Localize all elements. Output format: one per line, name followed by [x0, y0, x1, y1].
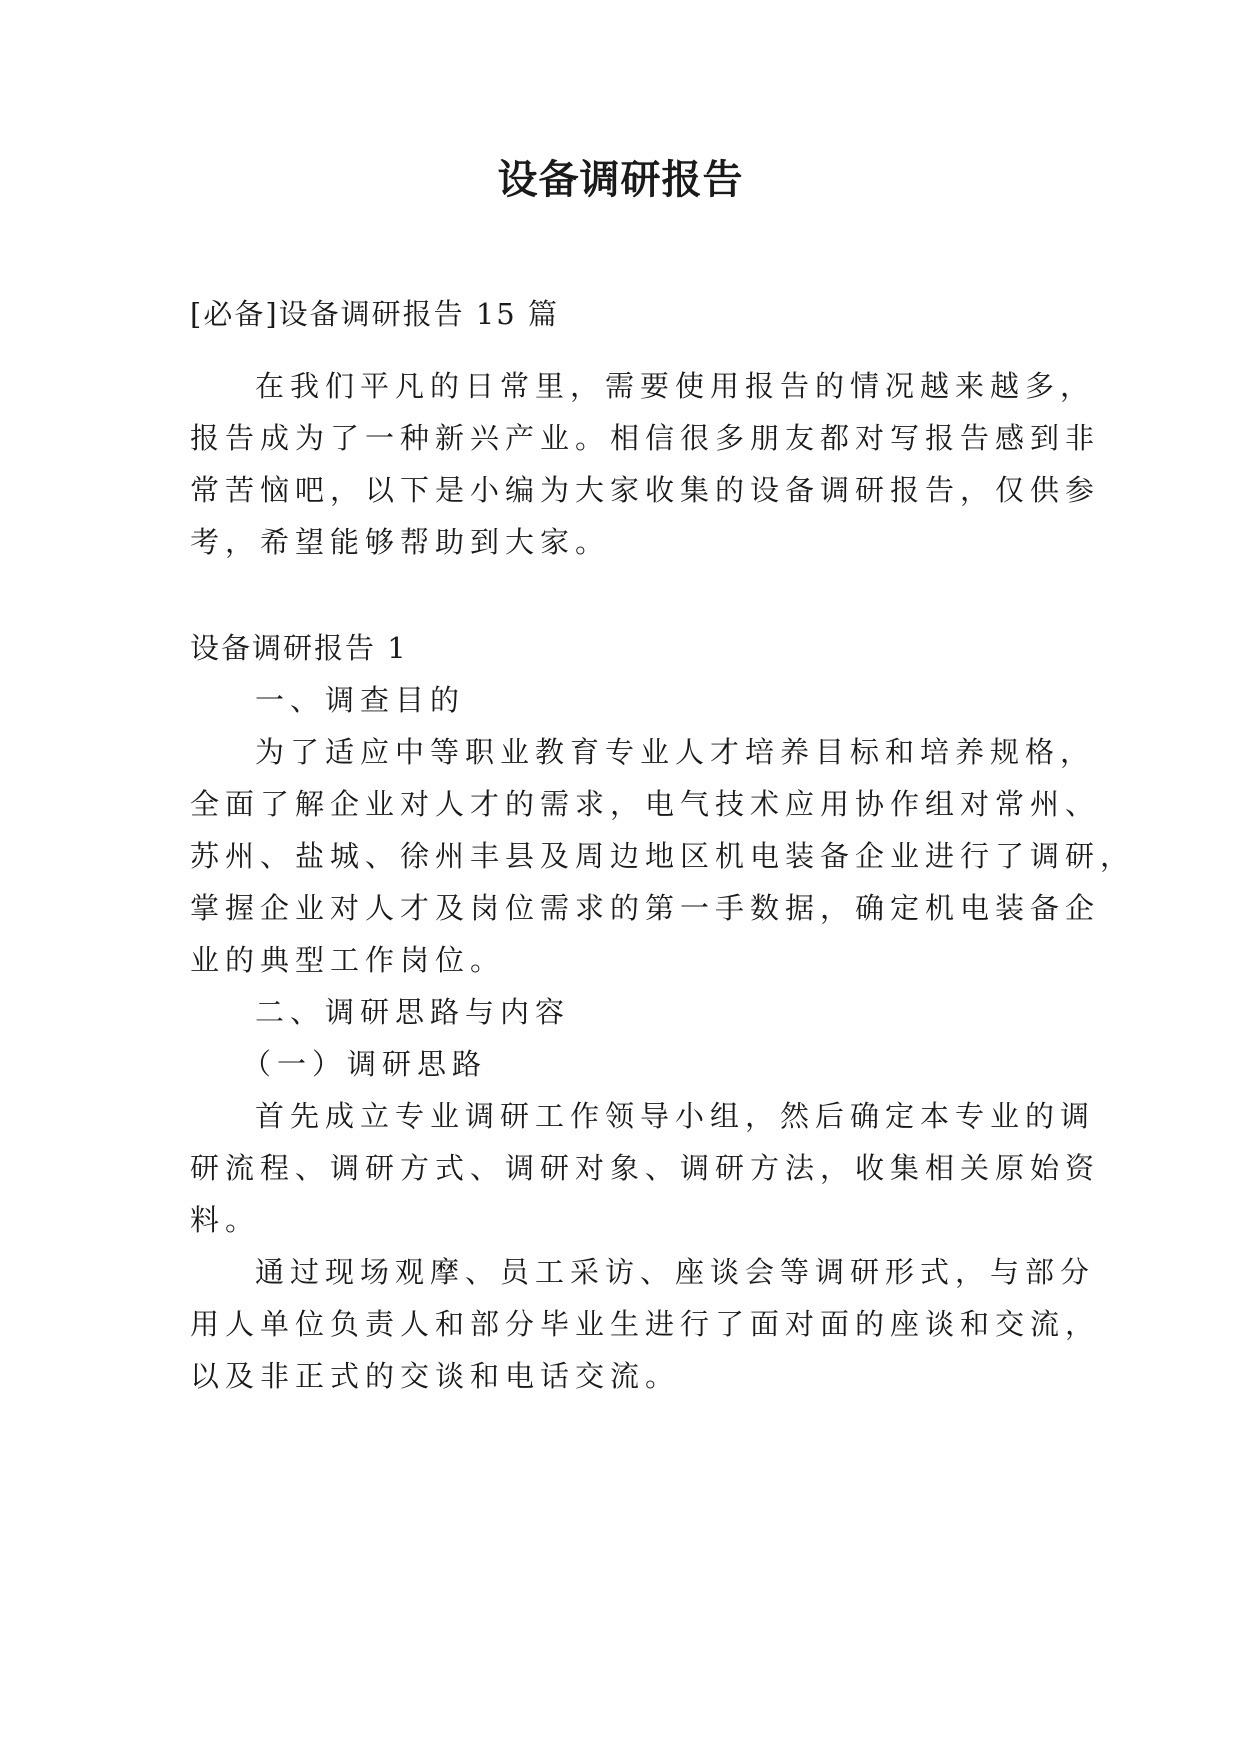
intro-line: 报告成为了一种新兴产业。相信很多朋友都对写报告感到非 [190, 421, 1101, 455]
purpose-line: 业的典型工作岗位。 [190, 943, 506, 977]
approach-line: 首先成立专业调研工作领导小组，然后确定本专业的调 [255, 1099, 1096, 1133]
section-title: 设备调研报告 1 [190, 631, 408, 665]
intro-line: 考，希望能够帮助到大家。 [190, 525, 611, 559]
approach-line: 研流程、调研方式、调研对象、调研方法，收集相关原始资 [190, 1151, 1101, 1185]
approach-line: 以及非正式的交谈和电话交流。 [190, 1359, 681, 1393]
heading-approach: 二、调研思路与内容 [255, 995, 571, 1029]
heading-purpose: 一、调查目的 [255, 683, 466, 717]
approach-line: 料。 [190, 1203, 261, 1237]
heading-approach-sub: （一）调研思路 [242, 1047, 488, 1081]
document-subtitle: [必备]设备调研报告 15 篇 [190, 297, 559, 331]
approach-line: 通过现场观摩、员工采访、座谈会等调研形式，与部分 [255, 1255, 1096, 1289]
document-title: 设备调研报告 [497, 157, 744, 203]
intro-line: 常苦恼吧，以下是小编为大家收集的设备调研报告，仅供参 [190, 473, 1101, 507]
approach-line: 用人单位负责人和部分毕业生进行了面对面的座谈和交流， [190, 1307, 1101, 1341]
purpose-line: 全面了解企业对人才的需求，电气技术应用协作组对常州、 [190, 787, 1101, 821]
purpose-line: 为了适应中等职业教育专业人才培养目标和培养规格， [255, 735, 1096, 769]
purpose-line: 苏州、盐城、徐州丰县及周边地区机电装备企业进行了调研， [190, 839, 1136, 873]
purpose-line: 掌握企业对人才及岗位需求的第一手数据，确定机电装备企 [190, 891, 1101, 925]
intro-line: 在我们平凡的日常里，需要使用报告的情况越来越多， [255, 369, 1096, 403]
